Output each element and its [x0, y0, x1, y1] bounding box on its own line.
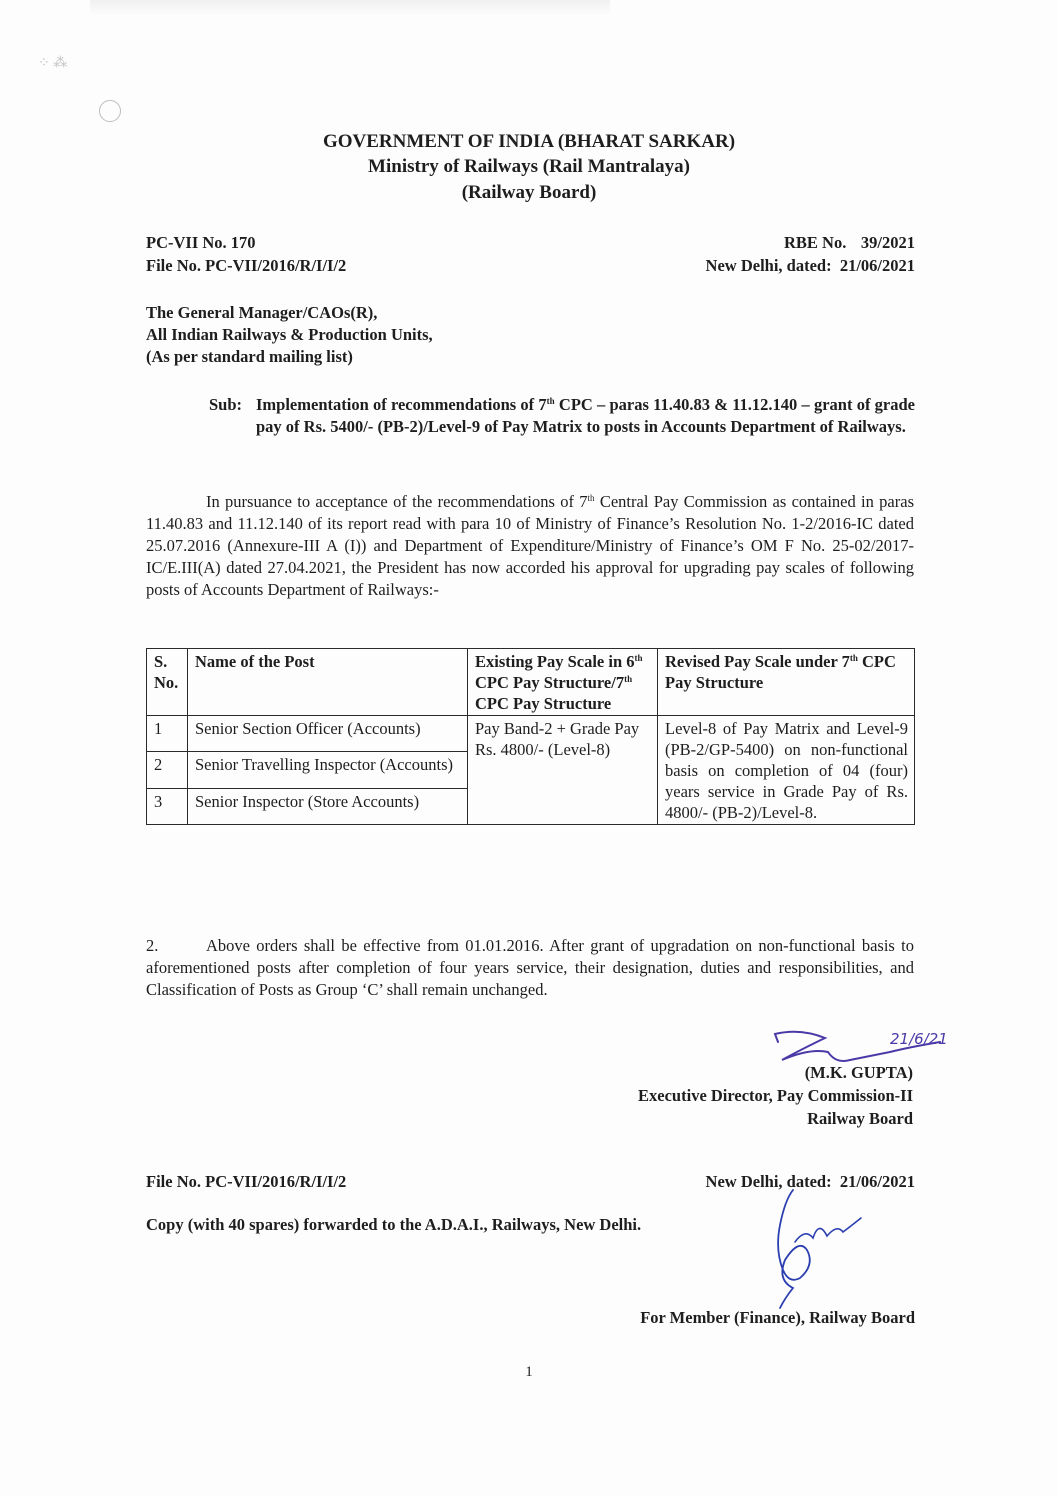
signatory-office: Railway Board — [807, 1109, 913, 1128]
signatory-name: (M.K. GUPTA) — [804, 1063, 913, 1082]
punch-hole-mark — [99, 100, 121, 122]
table-header-row — [147, 649, 915, 716]
column-header-revised-scale: Revised Pay Scale under 7th CPC Pay Structure — [658, 649, 915, 716]
cell-sno: 3 — [147, 788, 188, 824]
copy-file-number: File No. PC-VII/2016/R/I/I/2 — [146, 1172, 347, 1191]
column-header-existing-scale: Existing Pay Scale in 6th CPC Pay Structure/7th CPC Pay Structure — [468, 649, 658, 716]
addressee-line: The General Manager/CAOs(R), — [146, 303, 378, 322]
letterhead-government: GOVERNMENT OF INDIA (BHARAT SARKAR) — [322, 131, 736, 152]
paragraph-1: In pursuance to acceptance of the recommendations of 7th Central Pay Commission as contained in paras 11.40.83 and 11.12.140 of its report read with para 10 of Ministry of Finance’s Resolution No. 1-2/2016-IC dated 25.07.2016 (Annexure-III A (I)) and Department of Expenditure/Ministry of Finance’s OM F No. 25-02/2017-IC/E.III(A) dated 27.04.2021, the President has now accorded his approval for upgrading pay scales of following posts of Accounts Department of Railways:- — [146, 492, 914, 599]
addressee-line: (As per standard mailing list) — [146, 347, 353, 366]
copy-forwarded-line: Copy (with 40 spares) forwarded to the A.D.A.I., Railways, New Delhi. — [146, 1215, 642, 1234]
scan-shadow — [90, 0, 610, 16]
cell-post-name: Senior Section Officer (Accounts) — [188, 716, 468, 752]
letterhead-ministry: Ministry of Railways (Rail Mantralaya) — [368, 156, 690, 177]
for-member-finance: For Member (Finance), Railway Board — [640, 1308, 915, 1327]
column-header-sno: S. No. — [147, 649, 188, 716]
paragraph-number: 2. — [146, 936, 159, 955]
copy-date: New Delhi, dated: 21/06/2021 — [705, 1172, 915, 1191]
page-number: 1 — [525, 1364, 533, 1380]
cell-revised-scale: Level-8 of Pay Matrix and Level-9 (PB-2/GP-5400) on non-functional basis on completion of 04 (four) years service in Grade Pay of Rs. 4800/- (PB-2)/Level-8. — [658, 716, 915, 825]
signatory-designation: Executive Director, Pay Commission-II — [638, 1086, 913, 1105]
addressee-line: All Indian Railways & Production Units, — [146, 325, 433, 344]
handwritten-date: 21/6/21 — [890, 1030, 948, 1048]
letterhead-board: (Railway Board) — [461, 182, 597, 203]
rbe-label: RBE No. — [784, 233, 847, 252]
pc-number: PC-VII No. 170 — [146, 233, 256, 252]
addressee-block — [146, 302, 433, 368]
cell-post-name: Senior Inspector (Store Accounts) — [188, 788, 468, 824]
cell-sno: 1 — [147, 716, 188, 752]
subject-block — [209, 394, 915, 438]
signatory-block — [560, 1061, 913, 1130]
rbe-number: 39/2021 — [860, 233, 915, 252]
column-header-post: Name of the Post — [188, 649, 468, 716]
scan-smudge: ⁘ ⁂ — [38, 56, 68, 71]
issue-date: New Delhi, dated: 21/06/2021 — [705, 256, 915, 275]
posts-table — [146, 648, 915, 825]
paragraph-2: 2. Above orders shall be effective from 01.01.2016. After grant of upgradation on non-functional basis to aforementioned posts after completion of four years service, their designation, duties and responsibilities, and Classification of Posts as Group ‘C’ shall remain unchanged. — [146, 936, 914, 999]
cell-sno: 2 — [147, 752, 188, 788]
cell-existing-scale: Pay Band-2 + Grade Pay Rs. 4800/- (Level-8) — [468, 716, 658, 825]
subject-label: Sub: — [209, 395, 243, 414]
table-row — [147, 716, 915, 752]
signature-for-member-finance — [755, 1180, 875, 1310]
file-number: File No. PC-VII/2016/R/I/I/2 — [146, 256, 347, 275]
cell-post-name: Senior Travelling Inspector (Accounts) — [188, 752, 468, 788]
subject-text: Implementation of recommendations of 7th CPC – paras 11.40.83 & 11.12.140 – grant of grade pay of Rs. 5400/- (PB-2)/Level-9 of Pay Matrix to posts in Accounts Department of Railways. — [256, 395, 915, 436]
